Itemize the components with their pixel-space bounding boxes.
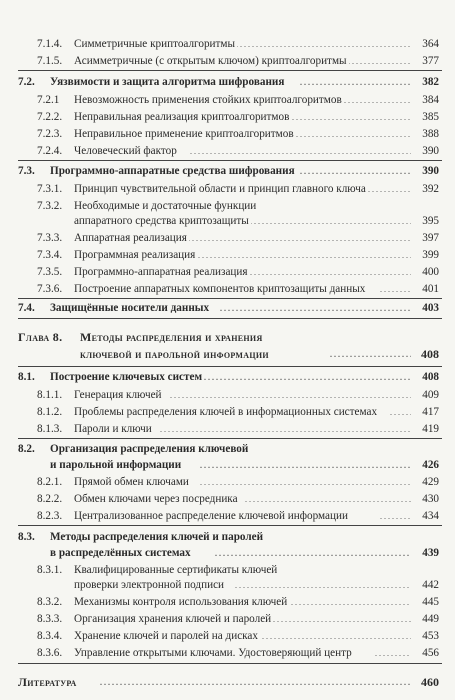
toc-entry — [0, 564, 455, 594]
toc-section — [0, 443, 455, 473]
dot-leader — [200, 459, 431, 472]
section-title: и парольной информации — [50, 459, 182, 471]
entry-page: 397 — [411, 232, 439, 245]
toc-section — [0, 371, 455, 384]
dot-leader — [170, 389, 431, 402]
section-title-line1: Организация распределения ключевой — [50, 443, 249, 455]
entry-title: Механизмы контроля использования ключей — [74, 596, 288, 608]
entry-number: 7.1.4. — [37, 38, 63, 50]
toc-entry — [0, 94, 455, 107]
entry-page: 384 — [411, 94, 439, 107]
dot-leader — [280, 111, 431, 124]
entry-number: 7.3.6. — [37, 283, 63, 295]
section-divider — [18, 70, 442, 71]
entry-page: 449 — [411, 613, 439, 626]
entry-page: 401 — [411, 283, 439, 296]
entry-title: Программно-аппаратная реализация — [74, 266, 248, 278]
toc-entry — [0, 613, 455, 626]
entry-title: Программная реализация — [74, 249, 196, 261]
dot-leader — [180, 232, 431, 245]
dot-leader — [215, 547, 431, 560]
entry-page: 388 — [411, 128, 439, 141]
entry-number: 7.3.1. — [37, 183, 63, 195]
section-divider — [18, 663, 442, 664]
toc-entry — [0, 406, 455, 419]
toc-entry — [0, 200, 455, 230]
entry-number: 7.3.5. — [37, 266, 63, 278]
entry-page: 417 — [411, 406, 439, 419]
entry-page: 377 — [411, 55, 439, 68]
entry-number: 8.1.3. — [37, 423, 63, 435]
section-page: 408 — [411, 371, 439, 384]
entry-number: 7.3.4. — [37, 249, 63, 261]
section-divider — [18, 438, 442, 439]
dot-leader — [280, 128, 431, 141]
dot-leader — [245, 493, 431, 506]
entry-title: Принцип чувствительной области и принцип главного ключа — [74, 183, 366, 195]
entry-number: 8.2.1. — [37, 476, 63, 488]
entry-page: 453 — [411, 630, 439, 643]
entry-number: 7.2.3. — [37, 128, 63, 140]
entry-page: 456 — [411, 647, 439, 660]
dot-leader — [220, 302, 431, 315]
section-number: 7.3. — [18, 165, 35, 177]
section-number: 8.3. — [18, 531, 35, 543]
toc-entry — [0, 283, 455, 296]
section-page: 426 — [411, 459, 439, 472]
section-number: 7.4. — [18, 302, 35, 314]
toc-entry — [0, 630, 455, 643]
entry-title: Человеческий фактор — [74, 145, 177, 157]
toc-chapter — [0, 331, 455, 363]
entry-page: 395 — [411, 215, 439, 228]
entry-page: 419 — [411, 423, 439, 436]
entry-number: 7.2.4. — [37, 145, 63, 157]
chapter-number: Глава 8. — [18, 330, 63, 344]
entry-title: Управление открытыми ключами. Удостоверяющий центр — [74, 647, 352, 659]
entry-page: 409 — [411, 389, 439, 402]
entry-title: Неправильная реализация криптоалгоритмов — [74, 111, 290, 123]
section-divider — [18, 318, 442, 319]
toc-entry — [0, 266, 455, 279]
section-title: в распределённых системах — [50, 547, 191, 559]
dot-leader — [250, 630, 431, 643]
entry-title: Централизованное распределение ключевой информации — [74, 510, 348, 522]
section-title-line1: Методы распределения ключей и паролей — [50, 531, 264, 543]
entry-title: Пароли и ключи — [74, 423, 152, 435]
section-title: Защищённые носители данных — [50, 302, 210, 314]
section-divider — [18, 525, 442, 526]
section-divider — [18, 366, 442, 367]
toc-entry — [0, 145, 455, 158]
toc-entry — [0, 510, 455, 523]
section-title: Уязвимости и защита алгоритма шифрования — [50, 76, 285, 88]
dot-leader — [160, 423, 431, 436]
section-page: 439 — [411, 547, 439, 560]
toc-entry — [0, 476, 455, 489]
entry-page: 385 — [411, 111, 439, 124]
entry-number: 8.2.3. — [37, 510, 63, 522]
entry-title-line1: Квалифицированные сертификаты ключей — [74, 564, 278, 576]
entry-page: 364 — [411, 38, 439, 51]
section-number: 7.2. — [18, 76, 35, 88]
toc-section — [0, 165, 455, 178]
dot-leader — [200, 371, 431, 384]
entry-number: 8.1.1. — [37, 389, 63, 401]
toc-entry — [0, 111, 455, 124]
entry-number: 7.3.3. — [37, 232, 63, 244]
chapter-title-line1: Методы распределения и хранения — [80, 330, 263, 344]
entry-title: Прямой обмен ключами — [74, 476, 189, 488]
toc-section — [0, 76, 455, 89]
entry-page: 434 — [411, 510, 439, 523]
entry-page: 392 — [411, 183, 439, 196]
entry-title: Хранение ключей и паролей на дисках — [74, 630, 258, 642]
dot-leader — [250, 215, 431, 228]
entry-number: 8.1.2. — [37, 406, 63, 418]
entry-number: 7.2.1 — [37, 94, 60, 106]
entry-number: 8.3.1. — [37, 564, 63, 576]
dot-leader — [235, 579, 431, 592]
dot-leader — [275, 596, 431, 609]
entry-title: Организация хранения ключей и паролей — [74, 613, 272, 625]
toc-entry — [0, 249, 455, 262]
dot-leader — [200, 476, 431, 489]
entry-page: 400 — [411, 266, 439, 279]
entry-title: Асимметричные (с открытым ключом) криптоалгоритмы — [74, 55, 347, 67]
toc-entry — [0, 493, 455, 506]
literature-page: 460 — [411, 676, 439, 689]
dot-leader — [100, 676, 431, 689]
dot-leader — [250, 266, 431, 279]
entry-number: 8.3.4. — [37, 630, 63, 642]
toc-section — [0, 531, 455, 561]
entry-page: 445 — [411, 596, 439, 609]
entry-page: 430 — [411, 493, 439, 506]
toc-entry — [0, 389, 455, 402]
entry-number: 7.2.2. — [37, 111, 63, 123]
toc-section — [0, 302, 455, 315]
entry-title-line1: Необходимые и достаточные функции — [74, 200, 257, 212]
entry-page: 399 — [411, 249, 439, 262]
section-page: 390 — [411, 165, 439, 178]
dot-leader — [265, 613, 431, 626]
toc-entry — [0, 596, 455, 609]
entry-title: Генерация ключей — [74, 389, 162, 401]
entry-page: 390 — [411, 145, 439, 158]
toc-entry — [0, 128, 455, 141]
entry-number: 8.3.3. — [37, 613, 63, 625]
entry-title: Аппаратная реализация — [74, 232, 187, 244]
section-number: 8.1. — [18, 371, 35, 383]
section-divider — [18, 160, 442, 161]
chapter-page: 408 — [411, 348, 439, 361]
entry-number: 7.3.2. — [37, 200, 63, 212]
toc-entry — [0, 232, 455, 245]
section-page: 403 — [411, 302, 439, 315]
entry-title: Проблемы распределения ключей в информационных системах — [74, 406, 378, 418]
toc-entry — [0, 183, 455, 196]
section-divider — [18, 298, 442, 299]
toc-entry — [0, 647, 455, 660]
literature-title: Литература — [18, 675, 77, 689]
entry-number: 8.3.2. — [37, 596, 63, 608]
toc-entry — [0, 38, 455, 51]
entry-title: Симметричные криптоалгоритмы — [74, 38, 236, 50]
entry-title: проверки электронной подписи — [74, 579, 225, 591]
dot-leader — [190, 249, 431, 262]
entry-title: Обмен ключами через посредника — [74, 493, 238, 505]
section-title: Построение ключевых систем — [50, 371, 203, 383]
entry-number: 7.1.5. — [37, 55, 63, 67]
chapter-title: ключевой и парольной информации — [80, 347, 269, 361]
section-page: 382 — [411, 76, 439, 89]
toc-entry — [0, 55, 455, 68]
entry-page: 442 — [411, 579, 439, 592]
toc-chapter — [0, 676, 455, 690]
entry-title: Неправильное применение криптоалгоритмов — [74, 128, 294, 140]
entry-title: Невозможность применения стойких криптоалгоритмов — [74, 94, 342, 106]
entry-number: 8.2.2. — [37, 493, 63, 505]
toc-entry — [0, 423, 455, 436]
entry-title: аппаратного средства криптозащиты — [74, 215, 249, 227]
entry-page: 429 — [411, 476, 439, 489]
dot-leader — [190, 145, 431, 158]
section-title: Программно-аппаратные средства шифрования — [50, 165, 295, 177]
entry-number: 8.3.6. — [37, 647, 63, 659]
section-number: 8.2. — [18, 443, 35, 455]
entry-title: Построение аппаратных компонентов криптозащиты данных — [74, 283, 366, 295]
